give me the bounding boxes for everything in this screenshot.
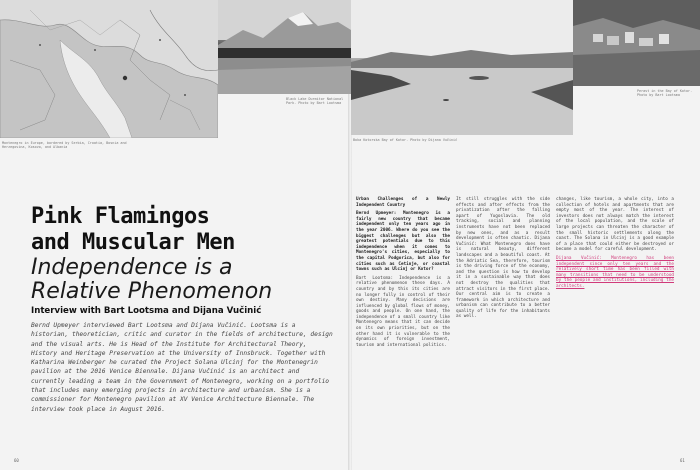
- column-text: It still struggles with the side effects and after effects from the privatization after the falling apart of Yugoslavia. The old tracking, social and planning instruments have not been replaced by new ones, and as a result development is often chaotic. Dijana Vučinić: What Montenegro does have is natural beauty, different landscapes and a beautiful coast. At the Adriatic Sea, therefore, tourism is the driving force of the economy, and the question is how to develop it in a sustainable way that does not destroy the qualities that attract visitors in the first place. Our central aim is to create a framework in which architecture and urbanism can contribute to a better quality of life for the inhabitants as well.: [456, 197, 550, 320]
- page-number-left: 60: [14, 458, 19, 463]
- body-column-1: [356, 197, 450, 351]
- map-graphic: [0, 0, 218, 138]
- subtitle-line-2: Relative Phenomenon: [31, 279, 273, 304]
- bay-graphic: [351, 0, 573, 135]
- lake-caption: Black Lake Durmitor National Park. Photo by Bart Lootsma: [286, 97, 344, 106]
- section-heading: Urban Challenges of a Newly Independent Country: [356, 197, 450, 208]
- title-line-2: and Muscular Men: [31, 230, 235, 255]
- highlighted-passage: Dijana Vučinić: Montenegro has been independent since only ten years and the relatively short time has been filled with many transitions that need to be understood by the people and institutions, including the architects.: [556, 255, 674, 289]
- body-column-3: [556, 197, 674, 293]
- map-caption: Montenegro in Europe, bordered by Serbia, Croatia, Bosnia and Herzegovina, Kosovo, and Albania: [2, 141, 127, 150]
- town-caption: Perast in the Bay of Kotor. Photo by Bart Lootsma: [637, 89, 693, 98]
- title-line-1: Pink Flamingos: [31, 204, 210, 229]
- europe-map-image: [0, 0, 218, 138]
- perast-town-photo: [573, 0, 700, 86]
- column-text: changes, like tourism, a whole city, into a collection of hotels and apartments that are empty most of the year. The interest of investors does not always match the interest of the local population, and the scale of large projects can threaten the character of the small historic settlements along the coast. The Solana in Ulcinj is a good example of a place that could either be destroyed or become a model for careful development.: [556, 197, 674, 253]
- subtitle-line-1: Independence is a: [31, 255, 233, 280]
- article-byline: Interview with Bart Lootsma and Dijana Vučinić: [31, 306, 262, 316]
- interview-question: Bernd Upmeyer: Montenegro is a fairly new country that became independent only ten years ago in the year 2006. Where do you see the biggest challenges but also the greatest potentials due to this independence when it comes to Montenegro's cities, especially to the capital Podgorica, but also for cities such as Cetinje, or coastal towns such as Ulcinj or Kotor?: [356, 211, 450, 273]
- black-lake-photo: [218, 0, 351, 94]
- bay-caption: Bokа Kotorska Bay of Kotor. Photo by Dijana Vučinić: [353, 138, 458, 142]
- page-number-right: 61: [680, 458, 685, 463]
- article-title: [31, 204, 331, 256]
- town-graphic: [573, 0, 700, 86]
- bay-of-kotor-photo: [351, 0, 573, 135]
- lake-graphic: [218, 0, 351, 94]
- article-subtitle: [31, 256, 331, 304]
- body-column-2: [456, 197, 550, 323]
- article-intro: Bernd Upmeyer interviewed Bart Lootsma and Dijana Vučinić. Lootsma is a historian, theoretician, critic and curator in the fields of architecture, design and the visual arts. He is Head of the Institute for Architectural Theory, History and Heritage Preservation at the University of Innsbruck. Together with Katharina Weinberger he curated the Project Solana Ulcinj for the Montenegrin pavilion at the 2016 Venice Biennale. Dijana Vučinić is an architect and currently leading a team in the Government of Montenegro, working on a portfolio that includes many emerging projects in architecture and urbanism. She is a commissioner for Montenegro pavilion at XV Venice Architecture Biennale. The interview took place in August 2016.: [31, 322, 333, 413]
- interview-answer: Bart Lootsma: Independence is a relative phenomenon these days. A country and by this its cities are no longer fully in control of their own destiny. Many decisions are influenced by global flows of money, goods and people. On one hand, the independence of a small country like Montenegro means that it can decide on its own priorities, but on the other hand it is vulnerable to the dynamics of foreign investment, tourism and international politics.: [356, 275, 450, 348]
